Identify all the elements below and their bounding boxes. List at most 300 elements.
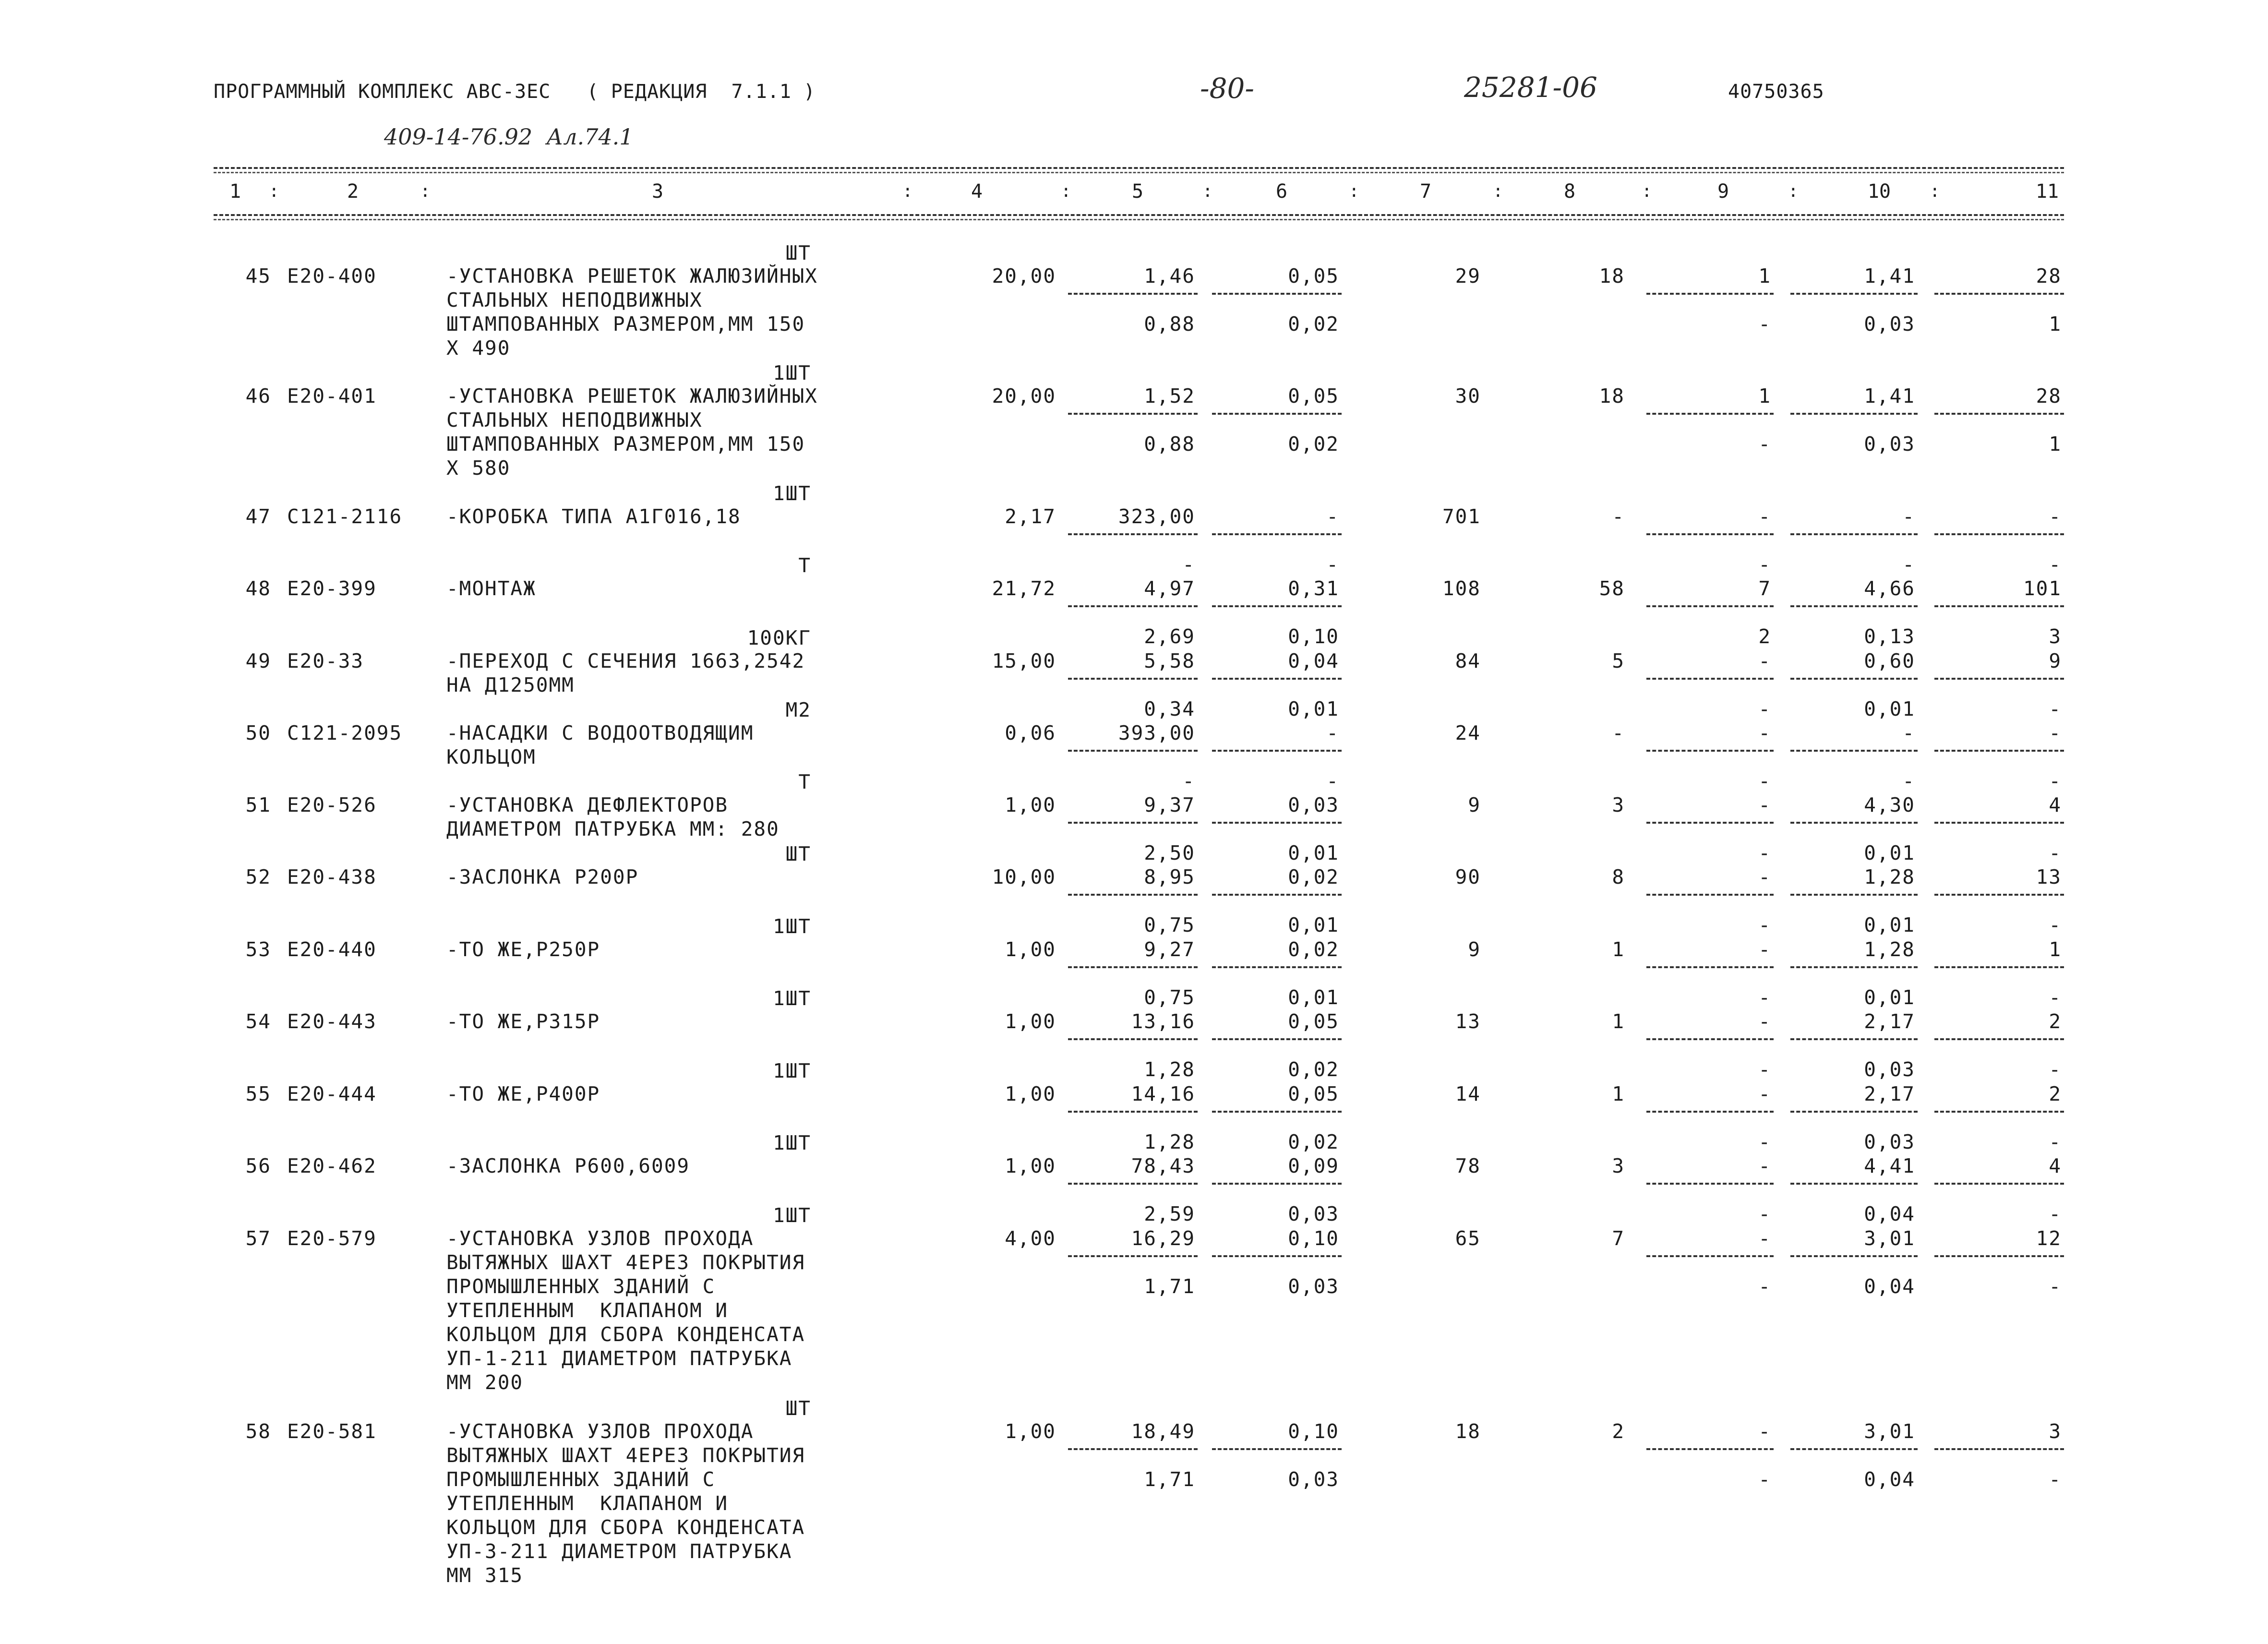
value-underline — [1212, 533, 1342, 535]
value-col-6: 0,10 — [1288, 1227, 1339, 1250]
item-description-line: -УСТАНОВКА УЗЛОВ ПРОХОДА — [446, 1227, 754, 1250]
item-description-line: -НАСАДКИ С ВОДООТВОДЯЩИМ — [446, 721, 754, 744]
unit-label: 1ШТ — [772, 915, 811, 938]
value-underline — [1934, 1111, 2064, 1113]
column-separator: : — [1349, 181, 1359, 201]
value-underline — [1790, 413, 1918, 415]
row-number: 47 — [245, 505, 271, 528]
value-col-9: - — [1758, 865, 1771, 888]
value-underline — [1212, 1448, 1342, 1450]
value-col-8: 18 — [1599, 384, 1625, 408]
value-underline — [1646, 605, 1774, 607]
value-underline — [1790, 750, 1918, 752]
value-col-11: 2 — [2049, 1082, 2062, 1105]
item-description-line: СТАЛЬНЫХ НЕПОДВИЖНЫХ — [446, 288, 703, 312]
sub-value-col-10: 0,01 — [1864, 697, 1915, 720]
value-underline — [1646, 750, 1774, 752]
value-col-9: - — [1758, 1010, 1771, 1033]
value-col-5: 9,37 — [1144, 793, 1195, 816]
value-col-6: 0,02 — [1288, 865, 1339, 888]
value-underline — [1068, 1255, 1198, 1257]
value-col-8: 1 — [1612, 1010, 1625, 1033]
item-description-line: ШТАМПОВАННЫХ РАЗМЕРОМ,ММ 150 — [446, 432, 805, 456]
value-underline — [1212, 293, 1342, 295]
item-description-line: КОЛЬЦОМ ДЛЯ СБОРА КОНДЕНСАТА — [446, 1323, 805, 1346]
value-col-6: 0,05 — [1288, 1010, 1339, 1033]
value-col-4: 1,00 — [1005, 1010, 1056, 1033]
value-col-10: 2,17 — [1864, 1082, 1915, 1105]
value-col-11: 4 — [2049, 793, 2062, 816]
value-underline — [1212, 1111, 1342, 1113]
value-col-10: - — [1902, 505, 1915, 528]
value-col-11: 2 — [2049, 1010, 2062, 1033]
sub-value-col-6: 0,02 — [1288, 312, 1339, 336]
sub-value-col-11: - — [2049, 1202, 2062, 1225]
value-col-6: - — [1326, 505, 1339, 528]
column-number-7: 7 — [1419, 180, 1432, 203]
value-col-6: 0,09 — [1288, 1154, 1339, 1177]
value-col-10: 4,66 — [1864, 577, 1915, 600]
item-description-line: -МОНТАЖ — [446, 577, 536, 600]
unit-label: 1ШТ — [772, 1131, 811, 1154]
sub-value-col-9: - — [1758, 1130, 1771, 1153]
value-col-11: - — [2049, 505, 2062, 528]
value-underline — [1790, 1111, 1918, 1113]
value-col-11: 12 — [2036, 1227, 2062, 1250]
sub-value-col-11: - — [2049, 841, 2062, 864]
value-col-8: 8 — [1612, 865, 1625, 888]
sub-value-col-5: 2,59 — [1144, 1202, 1195, 1225]
item-description-line: -ПЕРЕХОД С СЕЧЕНИЯ 1663,2542 — [446, 649, 805, 672]
value-col-7: 13 — [1455, 1010, 1481, 1033]
row-number: 52 — [245, 865, 271, 888]
sub-value-col-5: 1,71 — [1144, 1468, 1195, 1491]
table-header-rule — [214, 214, 2064, 216]
column-number-10: 10 — [1867, 180, 1891, 203]
column-number-2: 2 — [347, 180, 359, 203]
sub-value-col-9: - — [1758, 1468, 1771, 1491]
value-underline — [1934, 533, 2064, 535]
value-col-9: - — [1758, 1420, 1771, 1443]
sub-value-col-10: 0,01 — [1864, 913, 1915, 936]
value-underline — [1646, 1255, 1774, 1257]
sub-value-col-11: 1 — [2049, 432, 2062, 456]
value-underline — [1212, 966, 1342, 968]
value-col-7: 701 — [1442, 505, 1481, 528]
value-col-9: - — [1758, 1082, 1771, 1105]
value-col-6: 0,31 — [1288, 577, 1339, 600]
sub-value-col-11: 3 — [2049, 625, 2062, 648]
unit-label: 1ШТ — [772, 987, 811, 1010]
sub-value-col-6: 0,10 — [1288, 625, 1339, 648]
value-col-7: 65 — [1455, 1227, 1481, 1250]
value-col-4: 1,00 — [1005, 1082, 1056, 1105]
value-col-5: 1,46 — [1144, 264, 1195, 288]
sub-value-col-5: 0,34 — [1144, 697, 1195, 720]
unit-label: 1ШТ — [772, 361, 811, 384]
value-underline — [1068, 533, 1198, 535]
value-col-6: 0,10 — [1288, 1420, 1339, 1443]
value-underline — [1068, 1183, 1198, 1185]
value-col-11: 9 — [2049, 649, 2062, 672]
item-description-line: ПРОМЫШЛЕННЫХ ЗДАНИЙ С — [446, 1468, 716, 1491]
sub-value-col-9: - — [1758, 913, 1771, 936]
value-underline — [1646, 822, 1774, 824]
value-underline — [1646, 678, 1774, 680]
sub-value-col-11: - — [2049, 1275, 2062, 1298]
sub-value-col-6: 0,03 — [1288, 1275, 1339, 1298]
value-col-9: - — [1758, 721, 1771, 744]
sub-value-col-9: - — [1758, 697, 1771, 720]
column-number-3: 3 — [651, 180, 664, 203]
column-number-6: 6 — [1275, 180, 1288, 203]
sub-value-col-9: - — [1758, 986, 1771, 1009]
resource-code: С121-2116 — [287, 505, 403, 528]
sub-value-col-9: - — [1758, 553, 1771, 576]
value-underline — [1790, 822, 1918, 824]
row-number: 56 — [245, 1154, 271, 1177]
value-col-6: 0,03 — [1288, 793, 1339, 816]
value-col-5: 323,00 — [1118, 505, 1195, 528]
item-description-line: УП-3-211 ДИАМЕТРОМ ПАТРУБКА — [446, 1540, 792, 1563]
value-col-8: 2 — [1612, 1420, 1625, 1443]
value-underline — [1212, 413, 1342, 415]
item-description-line: -УСТАНОВКА РЕШЕТОК ЖАЛЮЗИЙНЫХ — [446, 264, 818, 288]
value-col-6: - — [1326, 721, 1339, 744]
value-col-9: 1 — [1758, 384, 1771, 408]
value-col-9: - — [1758, 505, 1771, 528]
value-underline — [1790, 1183, 1918, 1185]
value-underline — [1790, 293, 1918, 295]
item-description-line: ДИАМЕТРОМ ПАТРУБКА ММ: 280 — [446, 817, 780, 840]
value-underline — [1646, 1111, 1774, 1113]
column-separator: : — [1642, 181, 1652, 201]
value-underline — [1934, 413, 2064, 415]
table-header-rule-2 — [214, 219, 2064, 220]
value-col-5: 4,97 — [1144, 577, 1195, 600]
sub-value-col-9: - — [1758, 312, 1771, 336]
value-underline — [1212, 1038, 1342, 1040]
sub-value-col-11: 1 — [2049, 312, 2062, 336]
sub-value-col-6: 0,01 — [1288, 986, 1339, 1009]
value-col-11: 13 — [2036, 865, 2062, 888]
value-col-10: 3,01 — [1864, 1227, 1915, 1250]
sub-value-col-11: - — [2049, 1058, 2062, 1081]
unit-label: 1ШТ — [772, 482, 811, 505]
column-number-4: 4 — [971, 180, 983, 203]
item-description-line: НА Д1250ММ — [446, 673, 575, 696]
sub-value-col-9: 2 — [1758, 625, 1771, 648]
value-col-7: 29 — [1455, 264, 1481, 288]
sub-value-col-5: - — [1182, 553, 1195, 576]
sub-value-col-5: 2,69 — [1144, 625, 1195, 648]
row-number: 46 — [245, 384, 271, 408]
value-col-7: 90 — [1455, 865, 1481, 888]
item-description-line: -ЗАСЛОНКА Р600,6009 — [446, 1154, 690, 1177]
sub-value-col-6: 0,01 — [1288, 697, 1339, 720]
value-underline — [1068, 894, 1198, 896]
sub-value-col-10: 0,04 — [1864, 1275, 1915, 1298]
value-col-5: 14,16 — [1131, 1082, 1195, 1105]
value-col-7: 30 — [1455, 384, 1481, 408]
value-underline — [1212, 894, 1342, 896]
column-separator: : — [902, 181, 913, 201]
sub-value-col-10: 0,04 — [1864, 1202, 1915, 1225]
value-underline — [1212, 1183, 1342, 1185]
item-description-line: -УСТАНОВКА ДЕФЛЕКТОРОВ — [446, 793, 729, 816]
sub-value-col-10: - — [1902, 553, 1915, 576]
value-col-6: 0,04 — [1288, 649, 1339, 672]
column-separator: : — [269, 181, 279, 201]
value-col-8: 7 — [1612, 1227, 1625, 1250]
value-underline — [1934, 1448, 2064, 1450]
unit-label: ШТ — [785, 1397, 811, 1420]
item-description-line: -ТО ЖЕ,Р250Р — [446, 938, 600, 961]
value-col-11: - — [2049, 721, 2062, 744]
unit-label: ШТ — [785, 241, 811, 264]
sub-value-col-6: - — [1326, 553, 1339, 576]
sub-value-col-11: - — [2049, 1130, 2062, 1153]
value-col-5: 78,43 — [1131, 1154, 1195, 1177]
value-col-11: 1 — [2049, 938, 2062, 961]
sub-value-col-10: 0,03 — [1864, 312, 1915, 336]
sub-value-col-5: 0,88 — [1144, 312, 1195, 336]
value-col-8: - — [1612, 721, 1625, 744]
value-col-8: 18 — [1599, 264, 1625, 288]
sub-value-col-9: - — [1758, 1058, 1771, 1081]
item-description-line: Х 580 — [446, 456, 511, 480]
value-col-9: - — [1758, 1154, 1771, 1177]
value-col-5: 1,52 — [1144, 384, 1195, 408]
value-col-8: 3 — [1612, 1154, 1625, 1177]
value-col-4: 15,00 — [992, 649, 1056, 672]
value-underline — [1934, 966, 2064, 968]
resource-code: Е20-443 — [287, 1010, 377, 1033]
unit-label: Т — [798, 770, 811, 793]
sub-value-col-9: - — [1758, 1202, 1771, 1225]
sub-value-col-10: - — [1902, 769, 1915, 792]
sub-value-col-5: 1,28 — [1144, 1058, 1195, 1081]
sub-value-col-9: - — [1758, 841, 1771, 864]
sub-value-col-5: 0,75 — [1144, 913, 1195, 936]
resource-code: Е20-399 — [287, 577, 377, 600]
value-underline — [1646, 1038, 1774, 1040]
value-underline — [1068, 1448, 1198, 1450]
value-col-10: 1,28 — [1864, 865, 1915, 888]
value-col-4: 20,00 — [992, 264, 1056, 288]
sub-value-col-6: - — [1326, 769, 1339, 792]
item-description-line: -ЗАСЛОНКА Р200Р — [446, 865, 639, 888]
sub-value-col-6: 0,01 — [1288, 841, 1339, 864]
row-number: 53 — [245, 938, 271, 961]
item-description-line: ШТАМПОВАННЫХ РАЗМЕРОМ,ММ 150 — [446, 312, 805, 336]
value-underline — [1934, 822, 2064, 824]
column-number-8: 8 — [1563, 180, 1576, 203]
value-col-10: 4,30 — [1864, 793, 1915, 816]
value-underline — [1068, 1038, 1198, 1040]
value-underline — [1934, 605, 2064, 607]
value-col-9: - — [1758, 938, 1771, 961]
value-col-11: 28 — [2036, 264, 2062, 288]
resource-code: Е20-462 — [287, 1154, 377, 1177]
resource-code: Е20-526 — [287, 793, 377, 816]
sub-value-col-10: 0,03 — [1864, 432, 1915, 456]
sub-value-col-10: 0,13 — [1864, 625, 1915, 648]
sub-value-col-11: - — [2049, 913, 2062, 936]
value-col-8: 3 — [1612, 793, 1625, 816]
sub-value-col-5: - — [1182, 769, 1195, 792]
value-col-7: 9 — [1468, 938, 1481, 961]
row-number: 58 — [245, 1420, 271, 1443]
value-col-4: 20,00 — [992, 384, 1056, 408]
sub-value-col-5: 0,88 — [1144, 432, 1195, 456]
item-description-line: -ТО ЖЕ,Р400Р — [446, 1082, 600, 1105]
resource-code: Е20-401 — [287, 384, 377, 408]
column-separator: : — [1930, 181, 1940, 201]
item-description-line: -КОРОБКА ТИПА А1Г016,18 — [446, 505, 741, 528]
item-description-line: -УСТАНОВКА РЕШЕТОК ЖАЛЮЗИЙНЫХ — [446, 384, 818, 408]
item-description-line: ММ 315 — [446, 1564, 524, 1587]
value-underline — [1212, 750, 1342, 752]
value-col-8: 58 — [1599, 577, 1625, 600]
value-underline — [1068, 966, 1198, 968]
value-underline — [1790, 605, 1918, 607]
column-number-11: 11 — [2035, 180, 2059, 203]
resource-code: Е20-579 — [287, 1227, 377, 1250]
value-col-7: 108 — [1442, 577, 1481, 600]
value-underline — [1212, 605, 1342, 607]
value-underline — [1790, 966, 1918, 968]
value-col-10: 2,17 — [1864, 1010, 1915, 1033]
sub-value-col-9: - — [1758, 1275, 1771, 1298]
column-number-9: 9 — [1717, 180, 1729, 203]
sub-value-col-10: 0,01 — [1864, 986, 1915, 1009]
value-underline — [1934, 1038, 2064, 1040]
value-underline — [1934, 1183, 2064, 1185]
value-col-7: 84 — [1455, 649, 1481, 672]
column-separator: : — [1202, 181, 1213, 201]
value-underline — [1068, 750, 1198, 752]
value-underline — [1068, 293, 1198, 295]
value-col-10: 1,41 — [1864, 384, 1915, 408]
resource-code: С121-2095 — [287, 721, 403, 744]
sub-value-col-10: 0,04 — [1864, 1468, 1915, 1491]
value-col-10: 1,28 — [1864, 938, 1915, 961]
value-col-6: 0,05 — [1288, 264, 1339, 288]
value-underline — [1212, 678, 1342, 680]
sub-value-col-11: - — [2049, 986, 2062, 1009]
value-underline — [1790, 1448, 1918, 1450]
value-underline — [1790, 1038, 1918, 1040]
sub-value-col-6: 0,01 — [1288, 913, 1339, 936]
value-col-5: 8,95 — [1144, 865, 1195, 888]
value-underline — [1212, 1255, 1342, 1257]
resource-code: Е20-33 — [287, 649, 364, 672]
unit-label: ШТ — [785, 842, 811, 865]
sub-value-col-6: 0,02 — [1288, 432, 1339, 456]
value-col-7: 24 — [1455, 721, 1481, 744]
item-description-line: УТЕПЛЕННЫМ КЛАПАНОМ И — [446, 1492, 729, 1515]
sub-value-col-9: - — [1758, 432, 1771, 456]
value-underline — [1790, 678, 1918, 680]
value-underline — [1934, 894, 2064, 896]
value-underline — [1068, 1111, 1198, 1113]
value-col-5: 13,16 — [1131, 1010, 1195, 1033]
resource-code: Е20-438 — [287, 865, 377, 888]
value-col-9: - — [1758, 1227, 1771, 1250]
sub-value-col-5: 2,50 — [1144, 841, 1195, 864]
sub-value-col-5: 1,71 — [1144, 1275, 1195, 1298]
value-col-6: 0,05 — [1288, 384, 1339, 408]
item-description-line: ВЫТЯЖНЫХ ШАХТ 4ЕРЕЗ ПОКРЫТИЯ — [446, 1251, 805, 1274]
value-underline — [1934, 1255, 2064, 1257]
value-col-6: 0,02 — [1288, 938, 1339, 961]
item-description-line: УТЕПЛЕННЫМ КЛАПАНОМ И — [446, 1299, 729, 1322]
item-description-line: -ТО ЖЕ,Р315Р — [446, 1010, 600, 1033]
value-underline — [1646, 413, 1774, 415]
column-separator: : — [1061, 181, 1071, 201]
value-col-10: 3,01 — [1864, 1420, 1915, 1443]
value-col-6: 0,05 — [1288, 1082, 1339, 1105]
value-underline — [1934, 750, 2064, 752]
value-col-10: 4,41 — [1864, 1154, 1915, 1177]
column-separator: : — [1493, 181, 1503, 201]
value-col-9: - — [1758, 649, 1771, 672]
value-underline — [1068, 605, 1198, 607]
resource-code: Е20-581 — [287, 1420, 377, 1443]
document-code: 40750365 — [1728, 81, 1824, 103]
sub-value-col-9: - — [1758, 769, 1771, 792]
table-top-rule-2 — [214, 172, 2064, 173]
row-number: 54 — [245, 1010, 271, 1033]
value-underline — [1934, 293, 2064, 295]
resource-code: Е20-400 — [287, 264, 377, 288]
resource-code: Е20-444 — [287, 1082, 377, 1105]
row-number: 45 — [245, 264, 271, 288]
sub-value-col-6: 0,02 — [1288, 1130, 1339, 1153]
value-col-4: 4,00 — [1005, 1227, 1056, 1250]
value-underline — [1646, 533, 1774, 535]
unit-label: 100КГ — [747, 626, 811, 649]
row-number: 55 — [245, 1082, 271, 1105]
column-number-5: 5 — [1131, 180, 1144, 203]
item-description-line: ММ 200 — [446, 1371, 524, 1394]
item-description-line: УП-1-211 ДИАМЕТРОМ ПАТРУБКА — [446, 1347, 792, 1370]
column-separator: : — [1788, 181, 1799, 201]
reference-note: 409-14-76.92 Ал.74.1 — [384, 124, 634, 150]
sub-value-col-11: - — [2049, 553, 2062, 576]
value-col-5: 16,29 — [1131, 1227, 1195, 1250]
value-col-4: 0,06 — [1005, 721, 1056, 744]
row-number: 49 — [245, 649, 271, 672]
document-number: 25281-06 — [1464, 71, 1597, 104]
value-col-8: 1 — [1612, 938, 1625, 961]
sub-value-col-6: 0,03 — [1288, 1202, 1339, 1225]
value-underline — [1646, 894, 1774, 896]
value-col-7: 18 — [1455, 1420, 1481, 1443]
value-underline — [1790, 1255, 1918, 1257]
value-underline — [1934, 678, 2064, 680]
sub-value-col-5: 1,28 — [1144, 1130, 1195, 1153]
value-col-9: 1 — [1758, 264, 1771, 288]
program-title: ПРОГРАММНЫЙ КОМПЛЕКС АВС-3ЕС ( РЕДАКЦИЯ 7.1.1 ) — [214, 81, 816, 103]
value-col-7: 78 — [1455, 1154, 1481, 1177]
value-underline — [1646, 1448, 1774, 1450]
resource-code: Е20-440 — [287, 938, 377, 961]
sub-value-col-5: 0,75 — [1144, 986, 1195, 1009]
value-col-7: 14 — [1455, 1082, 1481, 1105]
value-underline — [1790, 533, 1918, 535]
